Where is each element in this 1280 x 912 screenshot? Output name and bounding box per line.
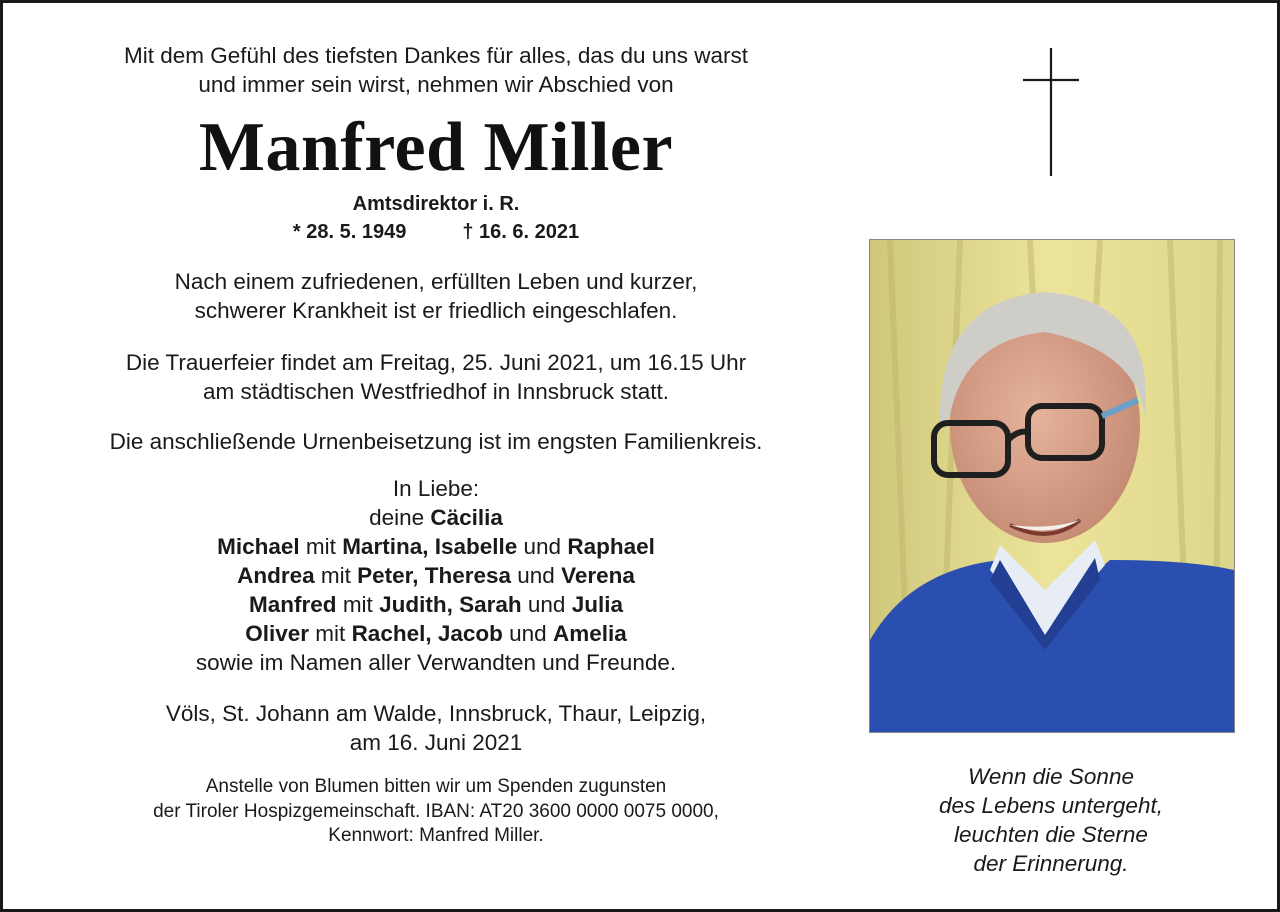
life-dates — [33, 219, 839, 245]
donation-line-1: Anstelle von Blumen bitten wir um Spenden zugunsten — [205, 776, 667, 797]
family-intro: In Liebe: — [392, 476, 480, 501]
intro-line-1: Mit dem Gefühl des tiefsten Dankes für alles, das du uns warst — [123, 43, 749, 68]
deceased-name: Manfred Miller — [198, 109, 674, 186]
funeral-text — [33, 348, 839, 406]
quote-line-3: leuchten die Sterne — [954, 822, 1148, 847]
life-line-2: schwerer Krankheit ist er friedlich eingeschlafen. — [194, 298, 678, 323]
deceased-title: Amtsdirektor i. R. — [352, 193, 520, 215]
obituary-text-column — [33, 41, 839, 849]
donation-note — [33, 775, 839, 849]
funeral-line-2: am städtischen Westfriedhof in Innsbruck statt. — [202, 379, 670, 404]
donation-line-3: Kennwort: Manfred Miller. — [328, 825, 544, 846]
quote-line-2: des Lebens untergeht, — [939, 793, 1163, 818]
date-line: am 16. Juni 2021 — [349, 730, 523, 755]
family-row: Oliver mit Rachel, Jacob und Amelia — [245, 621, 627, 646]
birth-date: * 28. 5. 1949 — [292, 221, 407, 243]
life-text — [33, 267, 839, 325]
cross-icon — [1021, 48, 1081, 178]
memorial-quote — [869, 762, 1233, 878]
funeral-line-1: Die Trauerfeier findet am Freitag, 25. Juni 2021, um 16.15 Uhr — [125, 350, 747, 375]
family-spouse: deine Cäcilia — [369, 505, 503, 530]
intro-text — [33, 41, 839, 99]
family-list — [33, 474, 839, 677]
family-row: Manfred mit Judith, Sarah und Julia — [249, 592, 623, 617]
place-line: Völs, St. Johann am Walde, Innsbruck, Thaur, Leipzig, — [165, 701, 707, 726]
family-row: Andrea mit Peter, Theresa und Verena — [237, 563, 635, 588]
quote-line-1: Wenn die Sonne — [968, 764, 1134, 789]
intro-line-2: und immer sein wirst, nehmen wir Abschied von — [198, 72, 674, 97]
spouse-name: Cäcilia — [430, 505, 503, 530]
portrait-photo — [869, 239, 1235, 733]
place-date-text — [33, 699, 839, 757]
urn-text: Die anschließende Urnenbeisetzung ist im engsten Familienkreis. — [109, 429, 763, 454]
death-date: † 16. 6. 2021 — [462, 221, 580, 243]
family-row: Michael mit Martina, Isabelle und Raphael — [217, 534, 655, 559]
family-closing: sowie im Namen aller Verwandten und Freunde. — [195, 650, 677, 675]
quote-line-4: der Erinnerung. — [973, 851, 1129, 876]
donation-line-2: der Tiroler Hospizgemeinschaft. IBAN: AT20 3600 0000 0075 0000, — [153, 800, 719, 822]
life-line-1: Nach einem zufriedenen, erfüllten Leben und kurzer, — [174, 269, 698, 294]
